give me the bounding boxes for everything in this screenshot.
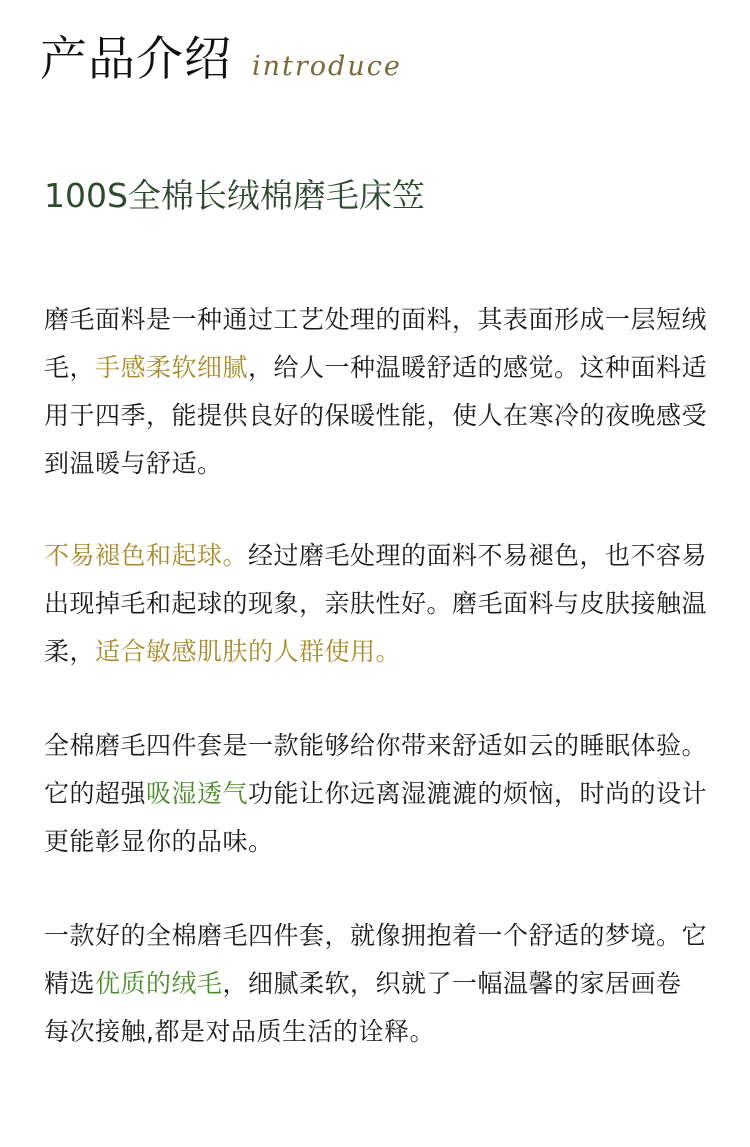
paragraph-breathable — [44, 722, 714, 866]
paragraph-highlight: 不易褪色和起球。 — [44, 541, 249, 570]
paragraph-highlight: 适合敏感肌肤的人群使用。 — [95, 637, 402, 666]
paragraph-highlight: 吸湿透气 — [146, 779, 249, 808]
paragraph-highlight: 优质的绒毛 — [95, 969, 223, 998]
paragraph-text: 经过磨毛处理的面料不易褪色，也不容易出现掉毛和起球的现象，亲肤性好。磨毛面料与皮肤接触温柔， — [44, 541, 708, 666]
paragraph-highlight: 手感柔软细腻 — [95, 353, 249, 382]
paragraph-quality — [44, 912, 714, 1056]
paragraph-text: 一款好的全棉磨毛四件套，就像拥抱着一个舒适的梦境。它精选 — [44, 921, 708, 998]
section-header — [40, 22, 402, 89]
paragraph-text: ，细腻柔软，织就了一幅温馨的家居画卷 每次接触,都是对品质生活的诠释。 — [44, 969, 682, 1046]
paragraph-text: 磨毛面料是一种通过工艺处理的面料，其表面形成一层短绒毛， — [44, 305, 708, 382]
paragraph-fabric-intro — [44, 296, 714, 488]
product-title: 100S全棉长绒棉磨毛床笠 — [44, 176, 425, 215]
section-subtitle: introduce — [252, 51, 402, 82]
paragraph-text: 全棉磨毛四件套是一款能够给你带来舒适如云的睡眠体验。它的超强 — [44, 731, 708, 808]
section-title: 产品介绍 — [40, 32, 232, 87]
paragraph-no-fading — [44, 532, 714, 676]
paragraph-text: 功能让你远离湿漉漉的烦恼，时尚的设计更能彰显你的品味。 — [44, 779, 708, 856]
paragraph-text: ，给人一种温暖舒适的感觉。这种面料适用于四季，能提供良好的保暖性能，使人在寒冷的夜晚感受到温暖与舒适。 — [44, 353, 708, 478]
